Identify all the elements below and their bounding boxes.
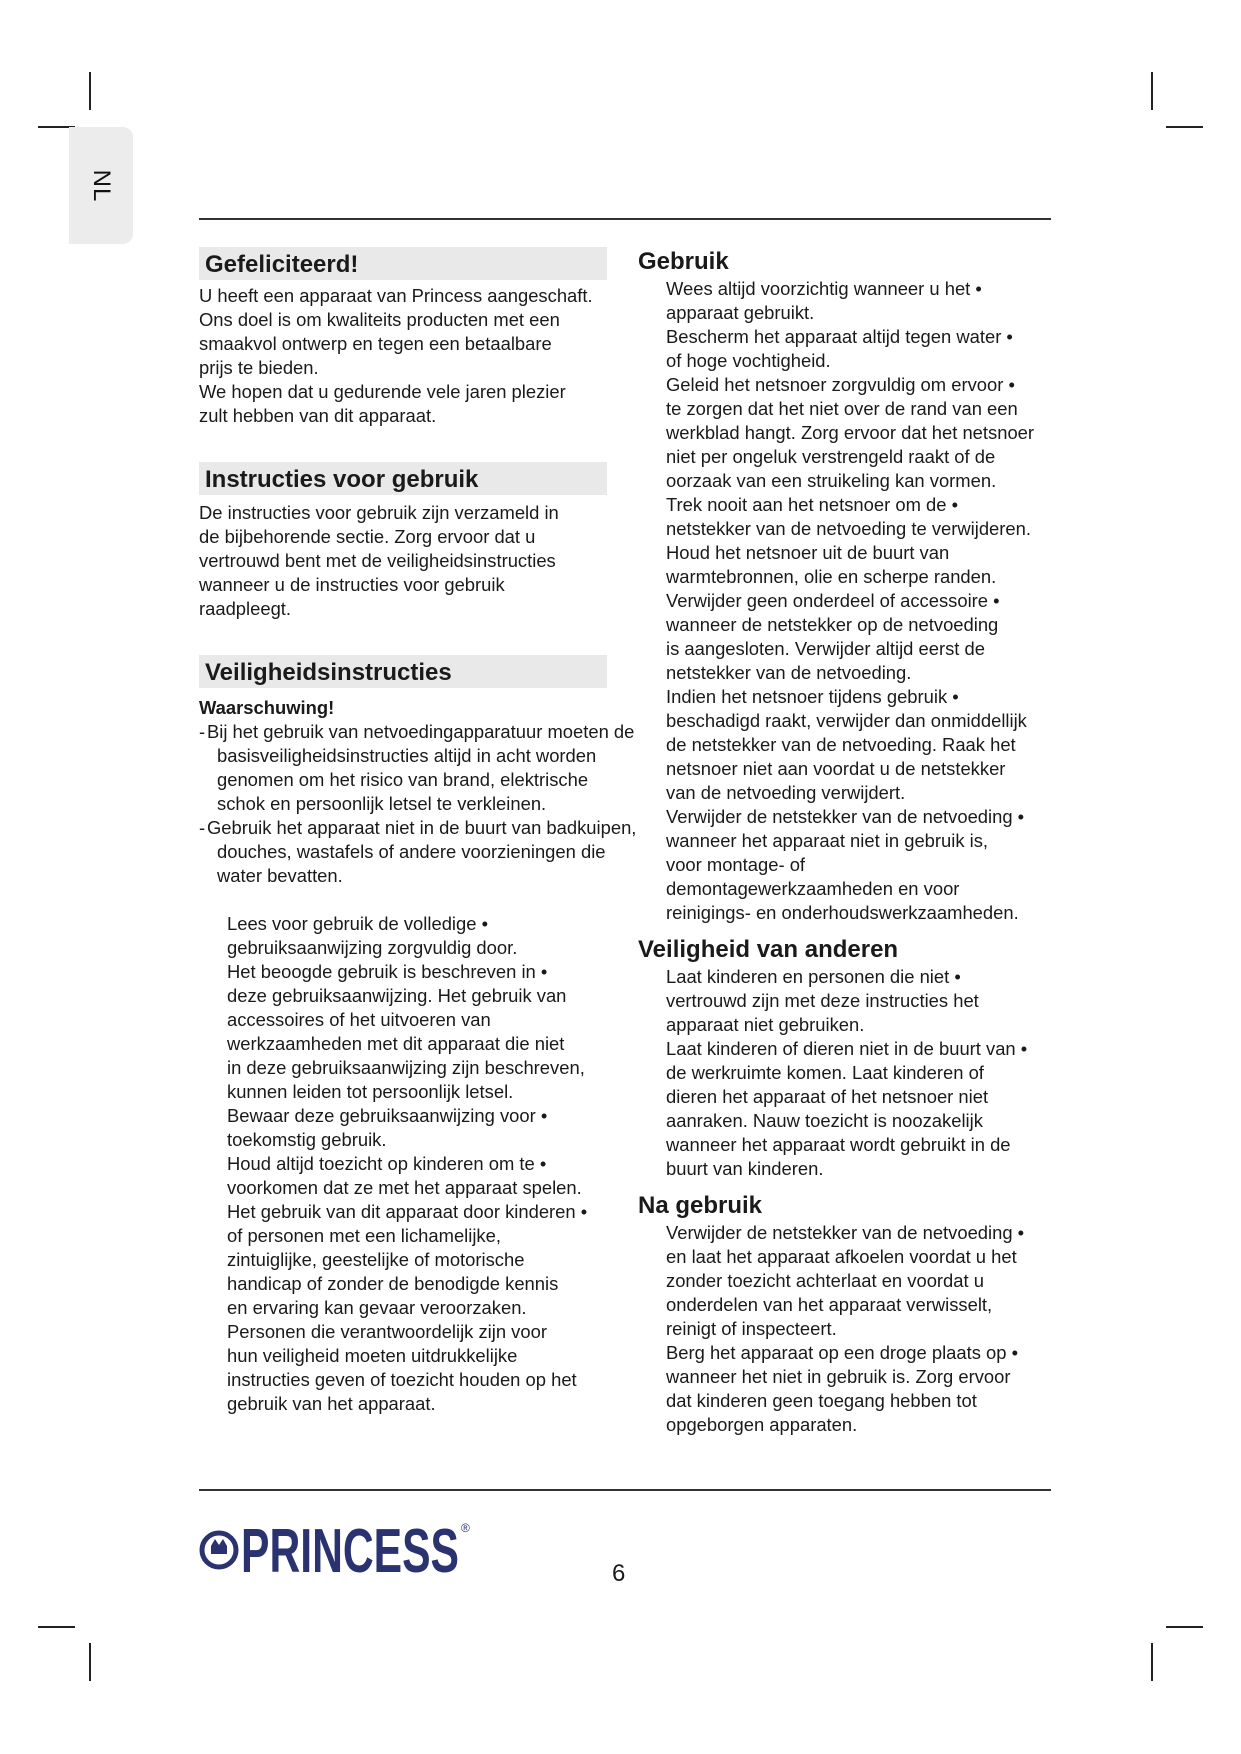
text-line: en ervaring kan gevaar veroorzaken.	[227, 1297, 527, 1318]
text-line: Houd het netsnoer uit de buurt van	[666, 542, 950, 563]
text-line: wanneer u de instructies voor gebruik	[199, 574, 505, 595]
text-line: instructies geven of toezicht houden op het	[227, 1369, 577, 1390]
text-line: gebruiksaanwijzing zorgvuldig door.	[227, 937, 518, 958]
text-line: zonder toezicht achterlaat en voordat u	[666, 1270, 984, 1291]
text-line: voor montage- of	[666, 854, 806, 875]
text-line: warmtebronnen, olie en scherpe randen.	[666, 566, 997, 587]
text-line: Lees voor gebruik de volledige •	[227, 913, 489, 934]
crown-emblem-detail	[211, 1539, 227, 1554]
section-title-others: Veiligheid van anderen	[638, 936, 899, 963]
text-line: of hoge vochtigheid.	[666, 350, 831, 371]
text-line: Personen die verantwoordelijk zijn voor	[227, 1321, 547, 1342]
text-line: is aangesloten. Verwijder altijd eerst de	[666, 638, 985, 659]
text-line: Het gebruik van dit apparaat door kinderen •	[227, 1201, 588, 1222]
text-line: wanneer het niet in gebruik is. Zorg ervoor	[666, 1366, 1011, 1387]
top-rule	[199, 218, 1051, 220]
text-line: Houd altijd toezicht op kinderen om te •	[227, 1153, 547, 1174]
text-line: vertrouwd zijn met deze instructies het	[666, 990, 979, 1011]
text-line: te zorgen dat het niet over de rand van een	[666, 398, 1018, 419]
text-line: reinigt of inspecteert.	[666, 1318, 837, 1339]
text-line: niet per ongeluk verstrengeld raakt of de	[666, 446, 996, 467]
text-line: werkblad hangt. Zorg ervoor dat het netsnoer	[666, 422, 1035, 443]
text-line: netstekker van de netvoeding.	[666, 662, 912, 683]
text-line: gebruik van het apparaat.	[227, 1393, 436, 1414]
use-bullets	[638, 277, 1078, 925]
text-line: Geleid het netsnoer zorgvuldig om ervoor •	[666, 374, 1015, 395]
text-line: Laat kinderen en personen die niet •	[666, 966, 961, 987]
text-line: accessoires of het uitvoeren van	[227, 1009, 491, 1030]
text-line: Indien het netsnoer tijdens gebruik •	[666, 686, 959, 707]
text-line: Verwijder geen onderdeel of accessoire •	[666, 590, 1000, 611]
section-title-safety: Veiligheidsinstructies	[199, 655, 607, 688]
text-line: Ons doel is om kwaliteits producten met een	[199, 309, 560, 330]
registered-mark: ®	[461, 1521, 470, 1535]
list-item-text: Bij het gebruik van netvoedingapparatuur moeten de basisveiligheidsinstructies altijd in acht worden genomen om het risico van brand, elektrische schok en persoonlijk letsel te verkleinen.	[207, 721, 635, 814]
text-line: hun veiligheid moeten uitdrukkelijke	[227, 1345, 518, 1366]
text-line: zult hebben van dit apparaat.	[199, 405, 437, 426]
crop-mark-top-right-v	[1151, 72, 1153, 110]
text-line: netstekker van de netvoeding te verwijderen.	[666, 518, 1031, 539]
page-number: 6	[612, 1560, 626, 1587]
text-line: zintuiglijke, geestelijke of motorische	[227, 1249, 525, 1270]
text-line: prijs te bieden.	[199, 357, 319, 378]
princess-logo	[199, 1512, 479, 1582]
text-line: dieren het apparaat of het netsnoer niet	[666, 1086, 989, 1107]
text-line: handicap of zonder de benodigde kennis	[227, 1273, 559, 1294]
section-title-congrats: Gefeliciteerd!	[199, 247, 607, 280]
text-line: wanneer het apparaat wordt gebruikt in de	[666, 1134, 1011, 1155]
text-line: werkzaamheden met dit apparaat die niet	[227, 1033, 565, 1054]
text-line: dat kinderen geen toegang hebben tot	[666, 1390, 977, 1411]
list-item-text: Gebruik het apparaat niet in de buurt van badkuipen, douches, wastafels of andere voorzieningen die water bevatten.	[207, 817, 637, 886]
text-line: apparaat niet gebruiken.	[666, 1014, 865, 1035]
text-line: netsnoer niet aan voordat u de netstekker	[666, 758, 1006, 779]
warning-title: Waarschuwing!	[199, 697, 335, 718]
text-line: raadpleegt.	[199, 598, 292, 619]
text-line: kunnen leiden tot persoonlijk letsel.	[227, 1081, 514, 1102]
crop-mark-bottom-left-h	[38, 1626, 75, 1628]
crop-mark-bottom-left-v	[89, 1643, 91, 1681]
text-line: de bijbehorende sectie. Zorg ervoor dat u	[199, 526, 536, 547]
crop-mark-bottom-right-h	[1166, 1626, 1203, 1628]
section-title-instructions: Instructies voor gebruik	[199, 462, 607, 495]
text-line: De instructies voor gebruik zijn verzameld in	[199, 502, 559, 523]
text-line: oorzaak van een struikeling kan vormen.	[666, 470, 997, 491]
text-line: van de netvoeding verwijdert.	[666, 782, 906, 803]
text-line: deze gebruiksaanwijzing. Het gebruik van	[227, 985, 567, 1006]
crop-mark-top-left-v	[89, 72, 91, 110]
text-line: reinigings- en onderhoudswerkzaamheden.	[666, 902, 1019, 923]
text-line: apparaat gebruikt.	[666, 302, 815, 323]
text-line: Bewaar deze gebruiksaanwijzing voor •	[227, 1105, 548, 1126]
text-line: Het beoogde gebruik is beschreven in •	[227, 961, 548, 982]
text-line: aanraken. Nauw toezicht is noozakelijk	[666, 1110, 983, 1131]
right-column	[638, 247, 1078, 1437]
text-line: Trek nooit aan het netsnoer om de •	[666, 494, 959, 515]
instructions-text	[199, 501, 639, 621]
crop-mark-bottom-right-v	[1151, 1643, 1153, 1681]
dash-marker: -	[199, 721, 206, 742]
dash-marker: -	[199, 817, 206, 838]
text-line: beschadigd raakt, verwijder dan onmiddellijk	[666, 710, 1027, 731]
section-title-after-use: Na gebruik	[638, 1192, 763, 1219]
text-line: in deze gebruiksaanwijzing zijn beschreven,	[227, 1057, 585, 1078]
text-line: Laat kinderen of dieren niet in de buurt van •	[666, 1038, 1028, 1059]
text-line: toekomstig gebruik.	[227, 1129, 387, 1150]
text-line: onderdelen van het apparaat verwisselt,	[666, 1294, 993, 1315]
crop-mark-top-right-h	[1166, 126, 1203, 128]
list-item	[199, 720, 639, 816]
text-line: We hopen dat u gedurende vele jaren plezier	[199, 381, 566, 402]
text-line: opgeborgen apparaten.	[666, 1414, 858, 1435]
text-line: wanneer de netstekker op de netvoeding	[666, 614, 999, 635]
text-line: Verwijder de netstekker van de netvoeding •	[666, 806, 1025, 827]
others-bullets	[638, 965, 1078, 1181]
text-line: de werkruimte komen. Laat kinderen of	[666, 1062, 984, 1083]
bottom-rule	[199, 1489, 1051, 1491]
after-use-bullets	[638, 1221, 1078, 1437]
text-line: demontagewerkzaamheden en voor	[666, 878, 960, 899]
text-line: Bescherm het apparaat altijd tegen water •	[666, 326, 1013, 347]
section-title-use: Gebruik	[638, 248, 729, 275]
language-tab-label: NL	[88, 169, 115, 202]
language-tab	[69, 127, 133, 244]
congrats-text	[199, 284, 639, 428]
text-line: de netstekker van de netvoeding. Raak het	[666, 734, 1016, 755]
text-line: Berg het apparaat op een droge plaats op •	[666, 1342, 1019, 1363]
brand-wordmark: PRINCESS	[241, 1517, 459, 1582]
text-line: smaakvol ontwerp en tegen een betaalbare	[199, 333, 552, 354]
text-line: voorkomen dat ze met het apparaat spelen.	[227, 1177, 582, 1198]
text-line: vertrouwd bent met de veiligheidsinstructies	[199, 550, 556, 571]
text-line: of personen met een lichamelijke,	[227, 1225, 501, 1246]
list-item	[199, 816, 639, 888]
safety-bullets	[199, 912, 639, 1416]
text-line: Wees altijd voorzichtig wanneer u het •	[666, 278, 982, 299]
left-column	[199, 247, 639, 1416]
text-line: Verwijder de netstekker van de netvoeding •	[666, 1222, 1025, 1243]
text-line: en laat het apparaat afkoelen voordat u het	[666, 1246, 1017, 1267]
text-line: U heeft een apparaat van Princess aangeschaft.	[199, 285, 593, 306]
text-line: wanneer het apparaat niet in gebruik is,	[666, 830, 989, 851]
text-line: buurt van kinderen.	[666, 1158, 824, 1179]
